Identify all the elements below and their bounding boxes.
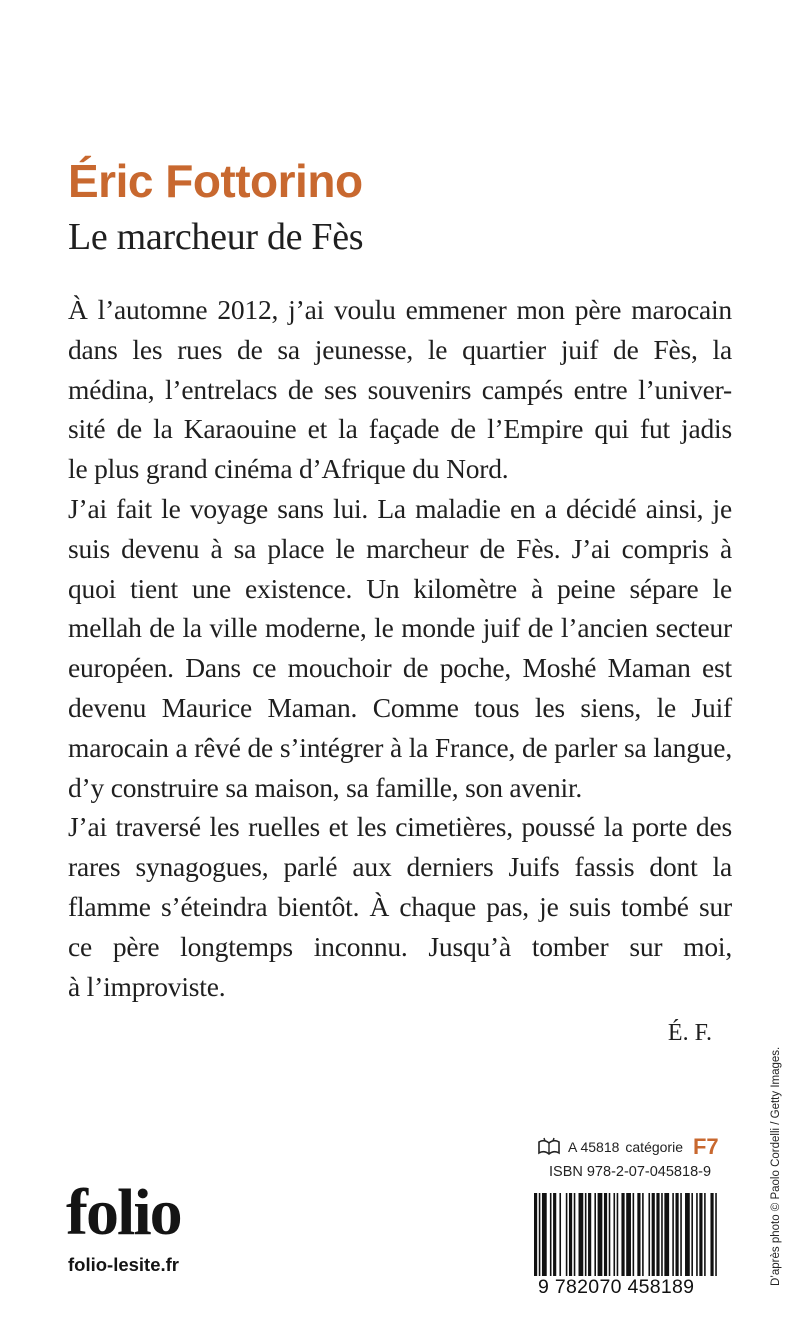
barcode-bar <box>594 1193 596 1281</box>
barcode-bar <box>613 1193 615 1281</box>
blurb-paragraph-2: J’ai fait le voyage sans lui. La maladie en a décidé ainsi, je suis devenu à sa place le marcheur de Fès. J’ai compris à quoi tient une existence. Un kilomètre à peine sépare le mellah de la ville moderne, le monde juif de l’ancien secteur européen. Dans ce mouchoir de poche, Moshé Maman est devenu Maurice Maman. Comme tous les siens, le Juif marocain a rêvé de s’intégrer à la France, de parler sa langue, d’y construire sa maison, sa famille, son avenir. <box>68 492 732 803</box>
publisher-site: folio-lesite.fr <box>68 1254 180 1275</box>
barcode-bar <box>539 1193 541 1281</box>
barcode-bar <box>672 1193 674 1281</box>
barcode-bar <box>598 1193 603 1281</box>
barcode-bar <box>553 1193 556 1281</box>
barcode-bar <box>652 1193 655 1281</box>
barcode-bar <box>642 1193 644 1281</box>
barcode-bar <box>675 1193 678 1281</box>
isbn: ISBN 978-2-07-045818-9 <box>549 1164 712 1180</box>
barcode-bar <box>704 1193 706 1281</box>
barcode-bar <box>664 1193 669 1281</box>
barcode-bar <box>710 1193 713 1281</box>
barcode-bar <box>656 1193 659 1281</box>
barcode-bar <box>680 1193 682 1281</box>
barcode-bar <box>550 1193 552 1281</box>
barcode-bar <box>604 1193 607 1281</box>
blurb <box>68 290 732 1006</box>
photo-credit: D’après photo © Paolo Cordelli / Getty Images. <box>770 1046 782 1286</box>
barcode-bar <box>542 1193 547 1281</box>
barcode-bar <box>559 1193 561 1281</box>
barcode-bar <box>648 1193 650 1281</box>
barcode-bar <box>626 1193 631 1281</box>
barcode-bar <box>534 1193 537 1281</box>
barcode-bar <box>715 1193 717 1281</box>
barcode-bar <box>621 1193 624 1281</box>
barcode-bar <box>685 1193 690 1281</box>
publisher-logo: folio <box>66 1176 181 1249</box>
book-title: Le marcheur de Fès <box>68 216 364 258</box>
barcode-bar <box>566 1193 568 1281</box>
barcode-bar <box>569 1193 572 1281</box>
barcode-bar <box>574 1193 576 1281</box>
barcode <box>534 1193 720 1281</box>
catalog-row <box>536 1134 719 1160</box>
barcode-bar <box>637 1193 640 1281</box>
signature: É. F. <box>667 1020 712 1046</box>
barcode-digits: 9 782070 458189 <box>534 1276 724 1299</box>
open-book-icon <box>536 1136 562 1158</box>
barcode-bar <box>691 1193 693 1281</box>
category-label: catégorie <box>625 1139 683 1155</box>
author-name: Éric Fottorino <box>68 155 363 207</box>
catalog-number: A 45818 <box>568 1139 620 1155</box>
category-code: F7 <box>692 1134 719 1159</box>
barcode-bar <box>633 1193 635 1281</box>
barcode-bar <box>588 1193 591 1281</box>
blurb-paragraph-1: À l’automne 2012, j’ai voulu emmener mon père marocain dans les rues de sa jeunesse, le quartier juif de Fès, la médina, l’entrelacs de ses souvenirs campés entre l’univer- sité de la Karaouine et la façade de l’Empire qui fut jadis le plus grand cinéma d’Afrique du Nord. <box>68 294 732 485</box>
barcode-bar <box>609 1193 611 1281</box>
barcode-bar <box>585 1193 587 1281</box>
barcode-bar <box>617 1193 619 1281</box>
barcode-bar <box>579 1193 584 1281</box>
barcode-bar <box>699 1193 702 1281</box>
blurb-paragraph-3: J’ai traversé les ruelles et les cimetières, poussé la porte des rares synagogues, parlé aux derniers Juifs fassis dont la flamme s’éteindra bientôt. À chaque pas, je suis tombé sur ce père longtemps inconnu. Jusqu’à tomber sur moi, à l’improviste. <box>68 811 732 1002</box>
barcode-bar <box>661 1193 663 1281</box>
barcode-bar <box>696 1193 698 1281</box>
